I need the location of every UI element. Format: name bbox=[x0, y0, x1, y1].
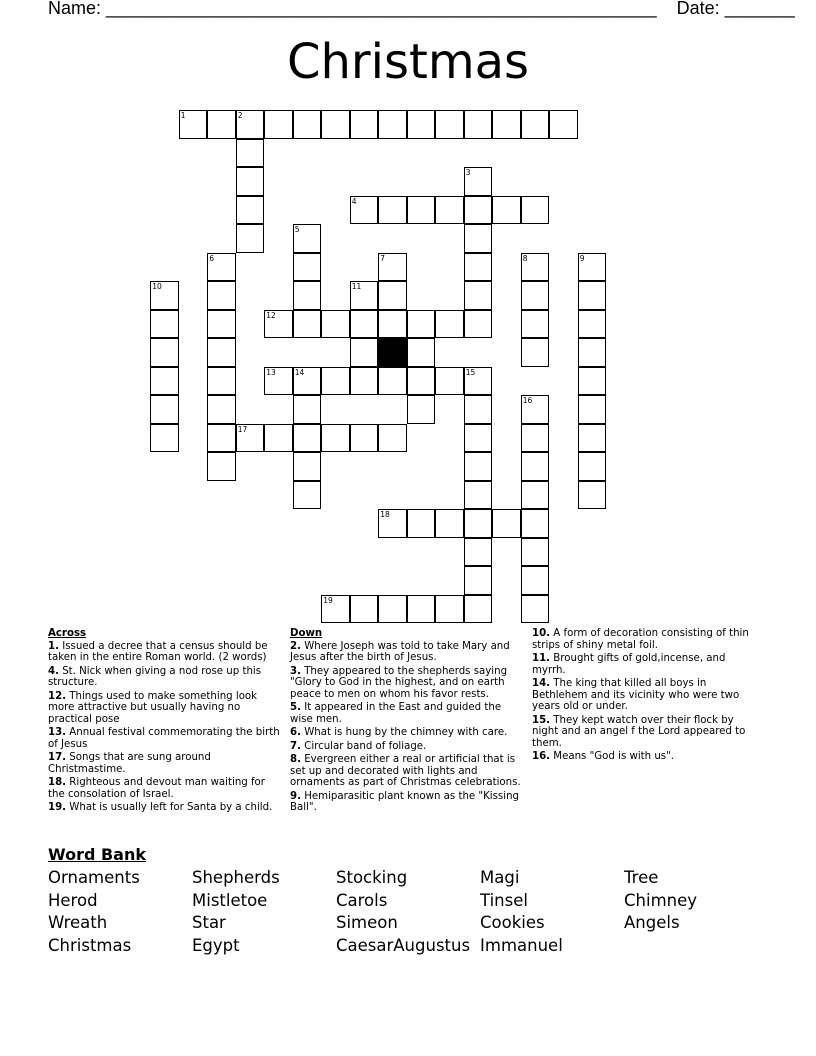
crossword-cell[interactable] bbox=[464, 196, 493, 225]
clue-number: 12 bbox=[266, 310, 276, 320]
crossword-cell[interactable] bbox=[464, 167, 493, 196]
crossword-cell[interactable] bbox=[179, 110, 208, 139]
crossword-cell[interactable] bbox=[150, 424, 179, 453]
clue-text: A form of decoration consisting of thin strips of shiny metal foil. bbox=[532, 628, 749, 651]
word-bank-word: Shepherds bbox=[192, 868, 280, 887]
crossword-cell[interactable] bbox=[236, 110, 265, 139]
crossword-cell[interactable] bbox=[378, 367, 407, 396]
crossword-cell[interactable] bbox=[578, 452, 607, 481]
across-clues bbox=[48, 628, 280, 816]
word-bank-word: Stocking bbox=[336, 868, 408, 887]
clue-num: 18. bbox=[48, 777, 67, 789]
clue-num: 7. bbox=[290, 740, 301, 752]
crossword-cell[interactable] bbox=[293, 281, 322, 310]
crossword-cell[interactable] bbox=[264, 110, 293, 139]
crossword-cell[interactable] bbox=[407, 310, 436, 339]
word-bank-word: Mistletoe bbox=[192, 891, 268, 910]
crossword-cell[interactable] bbox=[350, 367, 379, 396]
crossword-cell[interactable] bbox=[407, 338, 436, 367]
crossword-cell[interactable] bbox=[236, 139, 265, 168]
crossword-cell[interactable] bbox=[321, 110, 350, 139]
crossword-cell[interactable] bbox=[492, 509, 521, 538]
crossword-cell[interactable] bbox=[407, 367, 436, 396]
crossword-cell[interactable] bbox=[293, 452, 322, 481]
word-bank-word: Tree bbox=[624, 868, 659, 887]
word-bank-word: Carols bbox=[336, 891, 388, 910]
crossword-cell[interactable] bbox=[264, 424, 293, 453]
crossword-cell[interactable] bbox=[464, 481, 493, 510]
crossword-cell[interactable] bbox=[492, 196, 521, 225]
clue-text: Brought gifts of gold,incense, and myrrh. bbox=[532, 653, 726, 676]
clue-text: Evergreen either a real or artificial that is set up and decorated with lights and ornaments as part of Christmas celebrations. bbox=[290, 754, 521, 789]
crossword-cell[interactable] bbox=[464, 367, 493, 396]
crossword-cell[interactable] bbox=[321, 595, 350, 624]
crossword-cell[interactable] bbox=[293, 424, 322, 453]
crossword-cell[interactable] bbox=[207, 338, 236, 367]
crossword-cell[interactable] bbox=[464, 253, 493, 282]
crossword-cell[interactable] bbox=[378, 595, 407, 624]
clue-num: 6. bbox=[290, 727, 301, 739]
crossword-cell[interactable] bbox=[492, 110, 521, 139]
clue-number: 4 bbox=[351, 196, 357, 206]
clue-number: 14 bbox=[294, 367, 305, 377]
clue-num: 15. bbox=[532, 714, 551, 726]
crossword-cell[interactable] bbox=[407, 595, 436, 624]
crossword-cell[interactable] bbox=[464, 452, 493, 481]
crossword-cell[interactable] bbox=[407, 110, 436, 139]
clue-item bbox=[532, 628, 758, 651]
crossword-cell[interactable] bbox=[378, 310, 407, 339]
clue-num: 9. bbox=[290, 790, 301, 802]
crossword-cell[interactable] bbox=[293, 310, 322, 339]
word-bank-title: Word Bank bbox=[48, 845, 147, 864]
crossword-cell[interactable] bbox=[378, 509, 407, 538]
crossword-cell[interactable] bbox=[150, 338, 179, 367]
crossword-cell[interactable] bbox=[150, 395, 179, 424]
clue-item bbox=[48, 777, 280, 800]
date-blank[interactable]: _______ bbox=[724, 0, 795, 18]
clue-number: 11 bbox=[351, 282, 362, 292]
crossword-cell[interactable] bbox=[150, 310, 179, 339]
clue-number: 10 bbox=[152, 282, 162, 292]
crossword-cell[interactable] bbox=[350, 110, 379, 139]
clue-item bbox=[290, 641, 522, 664]
clue-number: 9 bbox=[579, 253, 585, 263]
crossword-cell[interactable] bbox=[435, 509, 464, 538]
clue-number: 1 bbox=[180, 111, 186, 121]
clue-item bbox=[290, 791, 522, 814]
crossword-cell[interactable] bbox=[521, 310, 550, 339]
crossword-cell[interactable] bbox=[464, 310, 493, 339]
crossword-cell[interactable] bbox=[578, 310, 607, 339]
clue-number: 17 bbox=[237, 424, 248, 434]
crossword-cell[interactable] bbox=[521, 481, 550, 510]
clue-number: 19 bbox=[323, 595, 333, 605]
crossword-cell[interactable] bbox=[207, 310, 236, 339]
word-bank-word: Cookies bbox=[480, 913, 545, 932]
crossword-cell[interactable] bbox=[293, 224, 322, 253]
clue-text: What is hung by the chimney with care. bbox=[300, 727, 508, 739]
crossword-cell[interactable] bbox=[207, 452, 236, 481]
crossword-cell[interactable] bbox=[293, 367, 322, 396]
clue-number: 7 bbox=[380, 253, 386, 263]
word-bank-word: Simeon bbox=[336, 913, 398, 932]
clue-text: What is usually left for Santa by a child. bbox=[66, 802, 273, 814]
clue-number: 6 bbox=[209, 253, 215, 263]
clue-item bbox=[290, 702, 522, 725]
clue-item bbox=[532, 751, 758, 763]
clue-item bbox=[48, 666, 280, 689]
word-bank-word: Christmas bbox=[48, 936, 132, 955]
clue-text: Annual festival commemorating the birth of Jesus bbox=[48, 727, 280, 751]
clue-item bbox=[532, 653, 758, 676]
crossword-cell[interactable] bbox=[264, 310, 293, 339]
crossword-cell[interactable] bbox=[464, 424, 493, 453]
clue-num: 11. bbox=[532, 653, 551, 664]
word-bank-word: Chimney bbox=[624, 891, 698, 910]
across-clue-list bbox=[48, 641, 280, 814]
crossword-cell[interactable] bbox=[464, 224, 493, 253]
clue-item bbox=[532, 715, 758, 750]
crossword-cell[interactable] bbox=[236, 424, 265, 453]
crossword-cell[interactable] bbox=[207, 424, 236, 453]
crossword-cell[interactable] bbox=[236, 167, 265, 196]
clue-text: The king that killed all boys in Bethlehem and its vicinity who were two years old or under. bbox=[532, 678, 740, 713]
crossword-cell[interactable] bbox=[378, 424, 407, 453]
crossword-cell[interactable] bbox=[150, 367, 179, 396]
crossword-cell[interactable] bbox=[521, 395, 550, 424]
word-bank-word: Ornaments bbox=[48, 868, 140, 887]
crossword-cell[interactable] bbox=[350, 281, 379, 310]
crossword-cell[interactable] bbox=[236, 196, 265, 225]
clue-number: 5 bbox=[294, 225, 300, 235]
crossword-cell[interactable] bbox=[578, 481, 607, 510]
crossword-cell[interactable] bbox=[578, 395, 607, 424]
crossword-cell[interactable] bbox=[464, 281, 493, 310]
crossword-cell[interactable] bbox=[521, 452, 550, 481]
crossword-cell[interactable] bbox=[578, 253, 607, 282]
word-bank-word: Egypt bbox=[192, 936, 240, 955]
clue-num: 13. bbox=[48, 727, 67, 739]
clue-number: 18 bbox=[380, 510, 390, 520]
clue-num: 1. bbox=[48, 640, 59, 652]
word-bank-word: Wreath bbox=[48, 913, 108, 932]
clue-text: They appeared to the shepherds saying "Glory to God in the highest, and on earth peace to men on whom his favor rests. bbox=[290, 665, 508, 701]
clue-text: Where Joseph was told to take Mary and Jesus after the birth of Jesus. bbox=[290, 640, 510, 664]
crossword-cell[interactable] bbox=[236, 224, 265, 253]
crossword-cell[interactable] bbox=[407, 509, 436, 538]
word-bank-word: Immanuel bbox=[480, 936, 563, 955]
clue-number: 3 bbox=[465, 168, 471, 178]
crossword-cell[interactable] bbox=[521, 110, 550, 139]
down-clues-continued bbox=[532, 628, 758, 765]
crossword-cell[interactable] bbox=[207, 253, 236, 282]
crossword-cell[interactable] bbox=[464, 509, 493, 538]
clue-item bbox=[48, 727, 280, 750]
crossword-cell[interactable] bbox=[378, 196, 407, 225]
crossword-cell[interactable] bbox=[464, 595, 493, 624]
clue-text: They kept watch over their flock by night and an angel f the Lord appeared to them. bbox=[532, 714, 746, 750]
date-label: Date: bbox=[676, 0, 720, 18]
crossword-cell[interactable] bbox=[207, 281, 236, 310]
crossword-cell[interactable] bbox=[578, 281, 607, 310]
crossword-cell[interactable] bbox=[407, 196, 436, 225]
clue-num: 17. bbox=[48, 752, 67, 764]
clue-text: Circular band of foliage. bbox=[300, 740, 427, 752]
clue-item bbox=[48, 752, 280, 775]
word-bank-word: Star bbox=[192, 913, 226, 932]
crossword-cell[interactable] bbox=[521, 424, 550, 453]
crossword-cell[interactable] bbox=[293, 395, 322, 424]
crossword-cell[interactable] bbox=[521, 338, 550, 367]
crossword-cell[interactable] bbox=[578, 424, 607, 453]
clue-num: 16. bbox=[532, 751, 551, 763]
clue-number: 15 bbox=[465, 367, 476, 377]
clue-item bbox=[290, 666, 522, 701]
clue-item bbox=[532, 678, 758, 713]
crossword-cell[interactable] bbox=[464, 538, 493, 567]
crossword-cell[interactable] bbox=[350, 310, 379, 339]
clue-item bbox=[290, 754, 522, 789]
crossword-cell[interactable] bbox=[321, 310, 350, 339]
clue-text: Hemiparasitic plant known as the "Kissing Ball". bbox=[290, 790, 519, 814]
crossword-cell[interactable] bbox=[521, 538, 550, 567]
crossword-cell[interactable] bbox=[435, 196, 464, 225]
crossword-cell[interactable] bbox=[435, 595, 464, 624]
clue-item bbox=[290, 727, 522, 739]
clue-num: 10. bbox=[532, 628, 551, 639]
clue-item bbox=[48, 641, 280, 664]
word-bank-word: Herod bbox=[48, 891, 98, 910]
crossword-cell[interactable] bbox=[207, 395, 236, 424]
clue-text: Issued a decree that a census should be taken in the entire Roman world. (2 words) bbox=[48, 640, 268, 664]
clue-item bbox=[48, 691, 280, 726]
crossword-cell[interactable] bbox=[464, 395, 493, 424]
crossword-cell[interactable] bbox=[207, 367, 236, 396]
word-bank-word: Tinsel bbox=[480, 891, 528, 910]
crossword-cell[interactable] bbox=[264, 367, 293, 396]
clue-num: 5. bbox=[290, 702, 301, 714]
down-clue-list bbox=[290, 641, 522, 814]
crossword-cell[interactable] bbox=[464, 110, 493, 139]
crossword-cell[interactable] bbox=[207, 110, 236, 139]
crossword-cell[interactable] bbox=[521, 253, 550, 282]
crossword-cell[interactable] bbox=[350, 196, 379, 225]
across-heading: Across bbox=[48, 628, 87, 639]
clue-num: 8. bbox=[290, 754, 301, 765]
crossword-cell[interactable] bbox=[378, 281, 407, 310]
crossword-cell[interactable] bbox=[464, 566, 493, 595]
black-square bbox=[378, 338, 407, 367]
clue-text: Things used to make something look more attractive but usually having no practical pose bbox=[48, 690, 258, 726]
word-bank-word: Angels bbox=[624, 913, 680, 932]
crossword-cell[interactable] bbox=[435, 367, 464, 396]
crossword-cell[interactable] bbox=[293, 253, 322, 282]
crossword-cell[interactable] bbox=[578, 367, 607, 396]
clue-number: 2 bbox=[237, 111, 243, 121]
crossword-cell[interactable] bbox=[150, 281, 179, 310]
crossword-cell[interactable] bbox=[350, 338, 379, 367]
down-clue-list-continued bbox=[532, 628, 758, 763]
clue-num: 19. bbox=[48, 802, 67, 814]
clue-text: Means "God is with us". bbox=[550, 751, 675, 763]
crossword-cell[interactable] bbox=[578, 338, 607, 367]
word-bank-word: CaesarAugustus bbox=[336, 936, 471, 955]
clue-item bbox=[290, 741, 522, 753]
clue-number: 8 bbox=[522, 253, 528, 263]
name-blank[interactable]: _______________________________________________________ bbox=[106, 0, 657, 18]
crossword-cell[interactable] bbox=[521, 595, 550, 624]
crossword-cell[interactable] bbox=[521, 281, 550, 310]
word-bank-word: Magi bbox=[480, 868, 520, 887]
name-label: Name: bbox=[48, 0, 102, 18]
crossword-cell[interactable] bbox=[435, 310, 464, 339]
down-heading: Down bbox=[290, 628, 323, 639]
crossword-cell[interactable] bbox=[378, 253, 407, 282]
crossword-cell[interactable] bbox=[549, 110, 578, 139]
crossword-cell[interactable] bbox=[378, 110, 407, 139]
crossword-cell[interactable] bbox=[521, 566, 550, 595]
crossword-cell[interactable] bbox=[521, 509, 550, 538]
down-clues bbox=[290, 628, 522, 816]
clue-text: St. Nick when giving a nod rose up this structure. bbox=[48, 665, 262, 689]
clue-num: 4. bbox=[48, 665, 59, 677]
clue-item bbox=[48, 802, 280, 814]
clue-number: 16 bbox=[522, 396, 533, 406]
crossword-cell[interactable] bbox=[435, 110, 464, 139]
clue-num: 3. bbox=[290, 665, 301, 677]
clue-number: 13 bbox=[266, 367, 276, 377]
crossword-cell[interactable] bbox=[407, 395, 436, 424]
crossword-cell[interactable] bbox=[293, 110, 322, 139]
clue-text: Righteous and devout man waiting for the consolation of Israel. bbox=[48, 777, 265, 801]
clue-num: 2. bbox=[290, 640, 301, 652]
crossword-cell[interactable] bbox=[293, 481, 322, 510]
clue-text: It appeared in the East and guided the wise men. bbox=[290, 702, 502, 726]
crossword-cell[interactable] bbox=[350, 424, 379, 453]
clue-num: 12. bbox=[48, 690, 67, 702]
crossword-cell[interactable] bbox=[321, 367, 350, 396]
page-title: Christmas bbox=[286, 34, 529, 90]
crossword-cell[interactable] bbox=[350, 595, 379, 624]
clue-text: Songs that are sung around Christmastime. bbox=[48, 752, 211, 776]
crossword-cell[interactable] bbox=[321, 424, 350, 453]
crossword-cell[interactable] bbox=[521, 196, 550, 225]
clue-num: 14. bbox=[532, 678, 551, 689]
